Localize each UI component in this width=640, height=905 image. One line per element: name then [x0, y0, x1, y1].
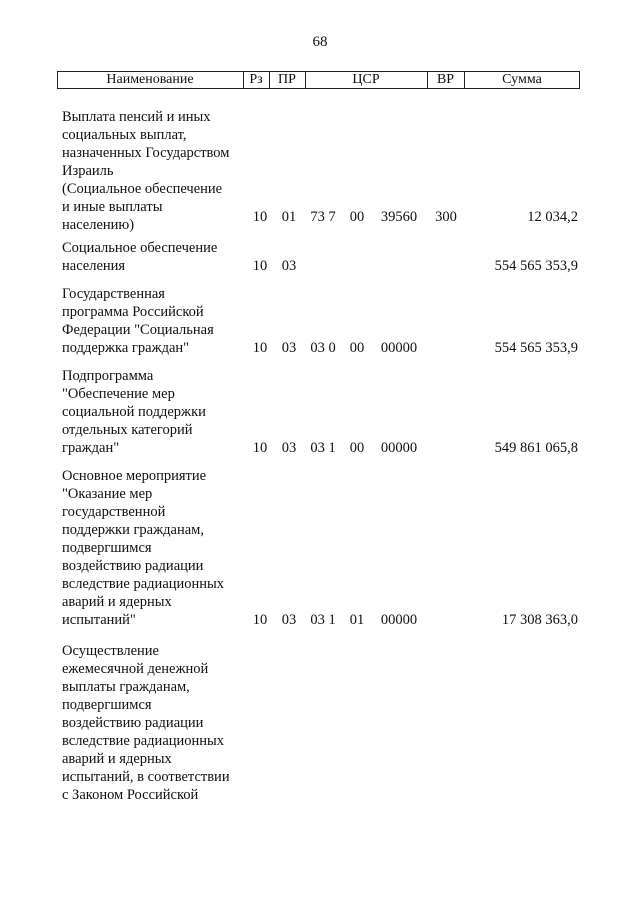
row-pr: 03 [281, 258, 297, 274]
row-name: Основное мероприятие "Оказание мер государственной поддержки гражданам, подвергшимся воздействию радиации вследствие радиационных аварий и ядерных испытаний" [62, 468, 225, 628]
page-number: 68 [312, 34, 328, 50]
row-rz: 10 [252, 440, 268, 456]
row-rz: 10 [252, 209, 268, 225]
row-csr-sub: 00 [349, 209, 365, 225]
row-name: Государственная программа Российской Федерации "Социальная поддержка граждан" [62, 286, 214, 356]
row-sum: 12 034,2 [527, 209, 578, 225]
row-name: Выплата пенсий и иных социальных выплат, назначенных Государством Израиль (Социальное обеспечение и иные выплаты населению) [62, 109, 230, 233]
header-rz: Рз [249, 72, 263, 87]
row-csr-program: 03 1 [310, 612, 336, 628]
row-csr-sub: 01 [349, 612, 365, 628]
row-csr-sub: 00 [349, 440, 365, 456]
row-csr-program: 03 0 [310, 340, 336, 356]
row-csr-code: 00000 [380, 440, 418, 456]
row-csr-code: 00000 [380, 340, 418, 356]
table-header [57, 71, 580, 89]
row-pr: 01 [281, 209, 297, 225]
header-csr: ЦСР [352, 72, 380, 87]
header-vr: ВР [436, 72, 455, 87]
row-csr-code: 00000 [380, 612, 418, 628]
row-pr: 03 [281, 612, 297, 628]
row-rz: 10 [252, 612, 268, 628]
row-pr: 03 [281, 440, 297, 456]
row-rz: 10 [252, 340, 268, 356]
row-csr-program: 03 1 [310, 440, 336, 456]
row-rz: 10 [252, 258, 268, 274]
row-sum: 549 861 065,8 [494, 440, 578, 456]
header-sum: Сумма [502, 72, 542, 87]
row-name: Социальное обеспечение населения [62, 240, 218, 274]
row-pr: 03 [281, 340, 297, 356]
row-csr-sub: 00 [349, 340, 365, 356]
row-name: Осуществление ежемесячной денежной выплаты гражданам, подвергшимся воздействию радиации вследствие радиационных аварий и ядерных испытаний, в соответствии с Законом Российской [62, 643, 230, 803]
row-vr: 300 [435, 209, 457, 225]
row-csr-program: 73 7 [310, 209, 336, 225]
row-name: Подпрограмма "Обеспечение мер социальной поддержки отдельных категорий граждан" [62, 368, 206, 456]
row-sum: 554 565 353,9 [494, 340, 578, 356]
header-name: Наименование [106, 72, 194, 87]
row-sum: 17 308 363,0 [501, 612, 578, 628]
header-pr: ПР [278, 72, 296, 87]
row-sum: 554 565 353,9 [494, 258, 578, 274]
row-csr-code: 39560 [380, 209, 418, 225]
